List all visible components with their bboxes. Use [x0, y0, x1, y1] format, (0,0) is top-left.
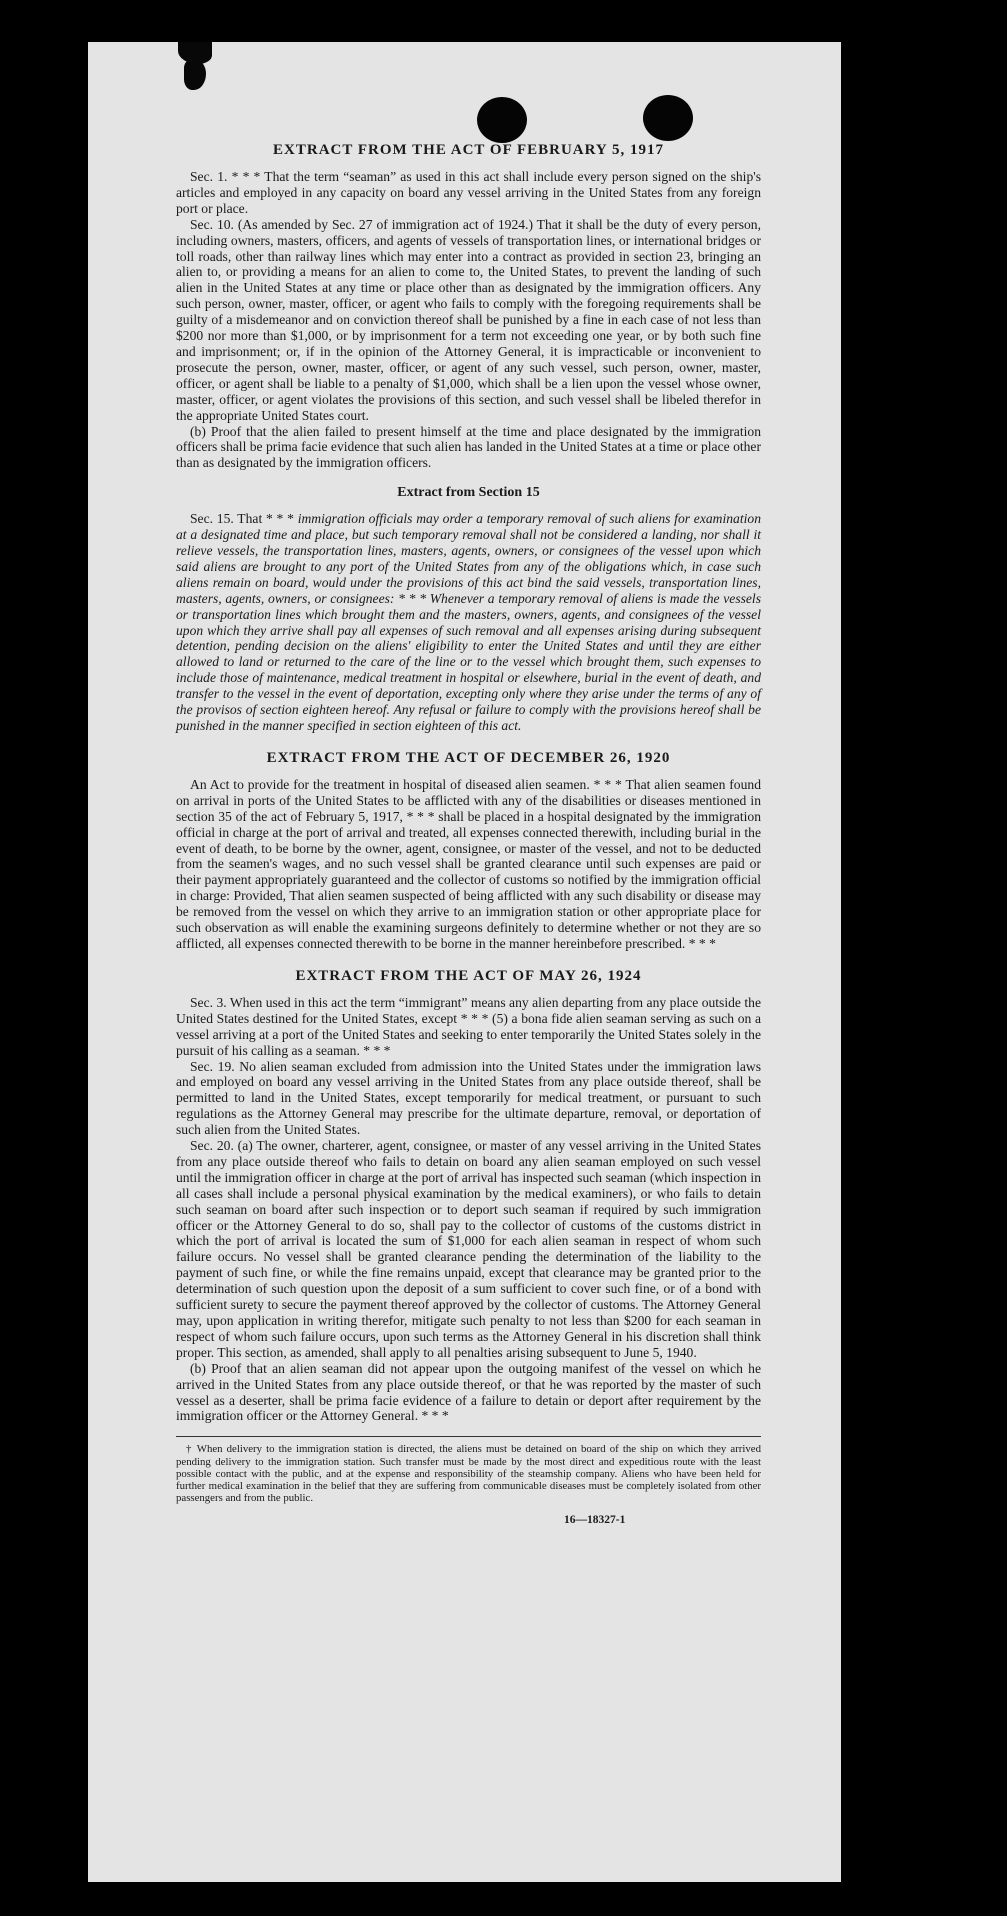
- section-15-text: [176, 511, 761, 734]
- section-1-text: Sec. 1. * * * That the term “seaman” as used in this act shall include every person signed on the ship's articles and employed in any capacity on board any vessel arriving in the United States from any foreign port or place.: [176, 169, 761, 216]
- heading-act-1924: EXTRACT FROM THE ACT OF MAY 26, 1924: [295, 967, 642, 984]
- heading-section-15: Extract from Section 15: [397, 485, 540, 501]
- footnote-text: † When delivery to the immigration station is directed, the aliens must be detained on board of the ship on which they arrived pending delivery to the immigration station. Such transfer must be made by the most direct and expeditious route with the least possible contact with the public, and at the expense and responsibility of the steamship company. Aliens who have been held for further medical examination in the belief that they are suffering from communicable diseases must be completely isolated from other passengers and from the public.: [176, 1443, 761, 1505]
- punch-hole-left: [477, 97, 527, 143]
- ink-blot-topleft-drip: [184, 60, 206, 90]
- section-20b-text: (b) Proof that an alien seaman did not appear upon the outgoing manifest of the vessel on which he arrived in the United States from any place outside thereof, or that he was reported by the master of such vessel as a deserter, shall be prima facie evidence of a failure to detain or deport after requirement by the immigration officer or the Attorney General. * * *: [176, 1360, 761, 1424]
- document-content: [176, 142, 761, 1526]
- heading-act-1920: EXTRACT FROM THE ACT OF DECEMBER 26, 1920: [266, 749, 671, 766]
- section-20a-text: Sec. 20. (a) The owner, charterer, agent, consignee, or master of any vessel arriving in the United States from any place outside thereof who fails to detain on board any alien seaman employed on such vessel until the immigration officer in charge at the port of arrival has inspected such seaman (which inspection in all cases shall include a personal physical examination by the medical examiners), or who fails to detain such seaman on board after such inspection or to deport such seaman if required by such immigration officer or the Attorney General to do so, shall pay to the collector of customs of the customs district in which the port of arrival is located the sum of $1,000 for each alien seaman in respect of whom such failure occurs. No vessel shall be granted clearance pending the determination of the liability to the payment of such fine, or while the fine remains unpaid, except that clearance may be granted prior to the determination of such question upon the deposit of a sum sufficient to cover such fine, or of a bond with sufficient surety to secure the payment thereof approved by the collector of customs. The Attorney General may, upon application in writing therefor, mitigate such penalty to not less than $200 for each seaman in respect of whom such failure occurs, upon such terms as the Attorney General in his discretion shall think proper. This section, as amended, shall apply to all penalties arising subsequent to June 5, 1940.: [176, 1138, 761, 1360]
- punch-hole-right: [643, 95, 693, 141]
- footnote-divider: [176, 1436, 761, 1437]
- section-15-intro: Sec. 15. That * * *: [190, 511, 298, 527]
- section-10-text: Sec. 10. (As amended by Sec. 27 of immigration act of 1924.) That it shall be the duty of every person, including owners, masters, officers, and agents of vessels of transportation lines, or international bridges or toll roads, other than railway lines which may enter into a contract as provided in section 23, bringing an alien to, or providing a means for an alien to come to, the United States, to prevent the landing of such alien in the United States at any time or place other than as designated by the immigration officers. Any such person, owner, master, officer, or agent who fails to comply with the foregoing requirements shall be guilty of a misdemeanor and on conviction thereof shall be punished by a fine in each case of not less than $200 nor more than $1,000, or by imprisonment for a term not exceeding one year, or by both such fine and imprisonment; or, if in the opinion of the Attorney General, it is impracticable or inconvenient to prosecute the person, owner, master, officer, or agent of any such vessel, such person, owner, master, officer, or agent shall be liable to a penalty of $1,000, which shall be a lien upon the vessel whose owner, master, officer, or agent violates the provisions of this section, and such vessel shall be libeled therefor in the appropriate United States court.: [176, 216, 761, 423]
- section-19-text: Sec. 19. No alien seaman excluded from admission into the United States under the immigration laws and employed on board any vessel arriving in the United States from any place outside thereof, shall be permitted to land in the United States, except temporarily for medical treatment, or pursuant to such regulations as the Attorney General may prescribe for the ultimate departure, removal, or deportation of such alien from the United States.: [176, 1058, 761, 1138]
- section-15-body: immigration officials may order a temporary removal of such aliens for examination at a designated time and place, but such temporary removal shall not be considered a landing, nor shall it relieve vessels, the transportation lines, masters, agents, owners, or consignees of the vessel upon which said aliens are brought to any port of the United States from any of the obligations which, in case such aliens remain on board, would under the provisions of this act bind the said vessels, transportation lines, masters, agents, owners, or consignees: * * * Whenever a temporary removal of aliens is made the vessels or transportation lines which brought them and the masters, owners, agents, and consignees of the vessel upon which they arrive shall pay all expenses of such removal and all expenses arising during subsequent detention, pending decision on the aliens' eligibility to enter the United States and until they are either allowed to land or returned to the care of the line or to the vessel which brought them, such expenses to include those of maintenance, medical treatment in hospital or elsewhere, burial in the event of death, and transfer to the vessel in the event of deportation, excepting only where they arise under the terms of any of the provisos of section eighteen hereof. Any refusal or failure to comply with the provisions hereof shall be punished in the manner specified in section eighteen of this act.: [176, 511, 761, 733]
- act-1920-text: An Act to provide for the treatment in hospital of diseased alien seamen. * * * That alien seamen found on arrival in ports of the United States to be afflicted with any of the disabilities or diseases mentioned in section 35 of the act of February 5, 1917, * * * shall be placed in a hospital designated by the immigration official in charge at the port of arrival and treated, all expenses connected therewith, including burial in the event of death, to be borne by the owner, agent, consignee, or master of the vessel, and not to be deducted from the seamen's wages, and no such vessel shall be granted clearance until such expenses are paid or their payment appropriately guaranteed and the collector of customs so notified by the immigration official in charge: Provided, That alien seamen suspected of being afflicted with any such disability or disease may be removed from the vessel on which they arrive to an immigration station or other appropriate place for such observation as will enable the examining surgeons definitely to determine whether or not they are so afflicted, all expenses connected therewith to be borne in the manner hereinbefore prescribed. * * *: [176, 776, 761, 951]
- heading-act-1917: EXTRACT FROM THE ACT OF FEBRUARY 5, 1917: [273, 142, 664, 158]
- section-3-text: Sec. 3. When used in this act the term “immigrant” means any alien departing from any place outside the United States destined for the United States, except * * * (5) a bona fide alien seaman serving as such on a vessel arriving at a port of the United States and seeking to enter temporarily the United States solely in the pursuit of his calling as a seaman. * * *: [176, 994, 761, 1058]
- form-number: 16—18327-1: [564, 1514, 626, 1527]
- document-page: [88, 42, 841, 1882]
- section-10b-text: (b) Proof that the alien failed to present himself at the time and place designated by the immigration officers shall be prima facie evidence that such alien has landed in the United States at a time or place other than as designated by the immigration officers.: [176, 423, 761, 471]
